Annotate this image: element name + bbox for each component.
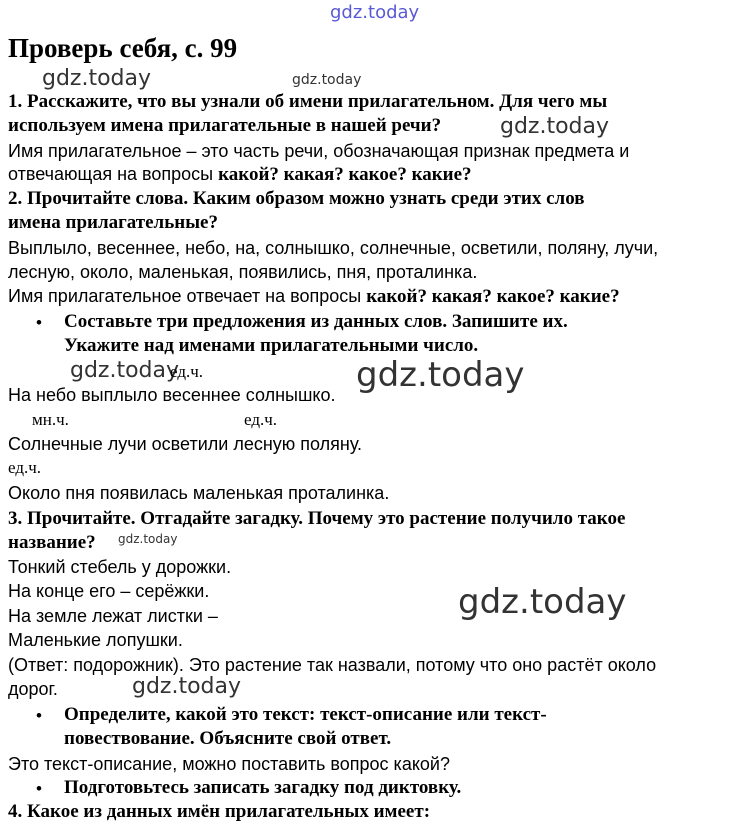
q2-task: Укажите над именами прилагательными число.	[64, 335, 479, 356]
q2-words: лесную, около, маленькая, появились, пня, проталинка.	[8, 262, 478, 282]
q2-answer-questions: какой? какая? какое? какие?	[366, 286, 620, 307]
watermark: gdz.today	[42, 66, 152, 91]
q1-answer-text: отвечающая на вопросы	[8, 164, 219, 184]
q3-task-answer: Это текст-описание, можно поставить вопрос какой?	[8, 754, 450, 774]
bullet: •	[36, 313, 42, 332]
example-sentence: На небо выплыло весеннее солнышко.	[8, 385, 336, 405]
example-sentence: Солнечные лучи осветили лесную поляну.	[8, 434, 363, 454]
q3-question: 3. Прочитайте. Отгадайте загадку. Почему это растение получило такое	[8, 508, 626, 529]
q1-answer	[8, 162, 472, 187]
q3-task: Подготовьтесь записать загадку под диктовку.	[64, 777, 462, 798]
riddle-line: Тонкий стебель у дорожки.	[8, 557, 232, 577]
q2-answer-text: Имя прилагательное отвечает на вопросы	[8, 286, 367, 306]
example-sentence: Около пня появилась маленькая проталинка.	[8, 483, 390, 503]
bullet: •	[36, 779, 42, 798]
q2-question: 2. Прочитайте слова. Каким образом можно узнать среди этих слов	[8, 188, 585, 209]
watermark: gdz.today	[500, 114, 610, 139]
q2-answer	[8, 284, 620, 309]
q3-answer: дорог.	[8, 679, 58, 699]
number-mark: ед.ч.	[244, 410, 278, 429]
q3-question: название?	[8, 532, 96, 553]
q1-answer: Имя прилагательное – это часть речи, обозначающая признак предмета и	[8, 141, 630, 161]
watermark: gdz.today	[458, 582, 627, 622]
number-mark: мн.ч.	[32, 410, 69, 429]
q3-answer: (Ответ: подорожник). Это растение так назвали, потому что оно растёт около	[8, 655, 657, 675]
bullet: •	[36, 706, 42, 725]
q1-question: используем имена прилагательные в нашей речи?	[8, 115, 442, 136]
watermark: gdz.today	[356, 355, 525, 395]
watermark: gdz.today	[118, 532, 178, 546]
watermark: gdz.today	[132, 674, 242, 699]
q1-answer-questions: какой? какая? какое? какие?	[218, 164, 472, 185]
riddle-line: На земле лежат листки –	[8, 606, 218, 626]
number-mark: ед.ч.	[170, 362, 204, 381]
page-title: Проверь себя, с. 99	[8, 33, 238, 63]
q2-words: Выплыло, весеннее, небо, на, солнышко, солнечные, осветили, поляну, лучи,	[8, 238, 659, 258]
number-mark: ед.ч.	[8, 458, 42, 477]
watermark: gdz.today	[292, 72, 362, 88]
q3-task: Определите, какой это текст: текст-описание или текст-	[64, 704, 547, 725]
q2-task: Составьте три предложения из данных слов. Запишите их.	[64, 311, 568, 332]
watermark: gdz.today	[70, 358, 180, 383]
watermark: gdz.today	[330, 2, 420, 23]
q1-question: 1. Расскажите, что вы узнали об имени прилагательном. Для чего мы	[8, 91, 608, 112]
riddle-line: На конце его – серёжки.	[8, 581, 210, 601]
q2-question: имена прилагательные?	[8, 212, 218, 233]
q4-question: 4. Какое из данных имён прилагательных имеет:	[8, 801, 431, 822]
q3-task: повествование. Объясните свой ответ.	[64, 728, 392, 749]
riddle-line: Маленькие лопушки.	[8, 630, 183, 650]
